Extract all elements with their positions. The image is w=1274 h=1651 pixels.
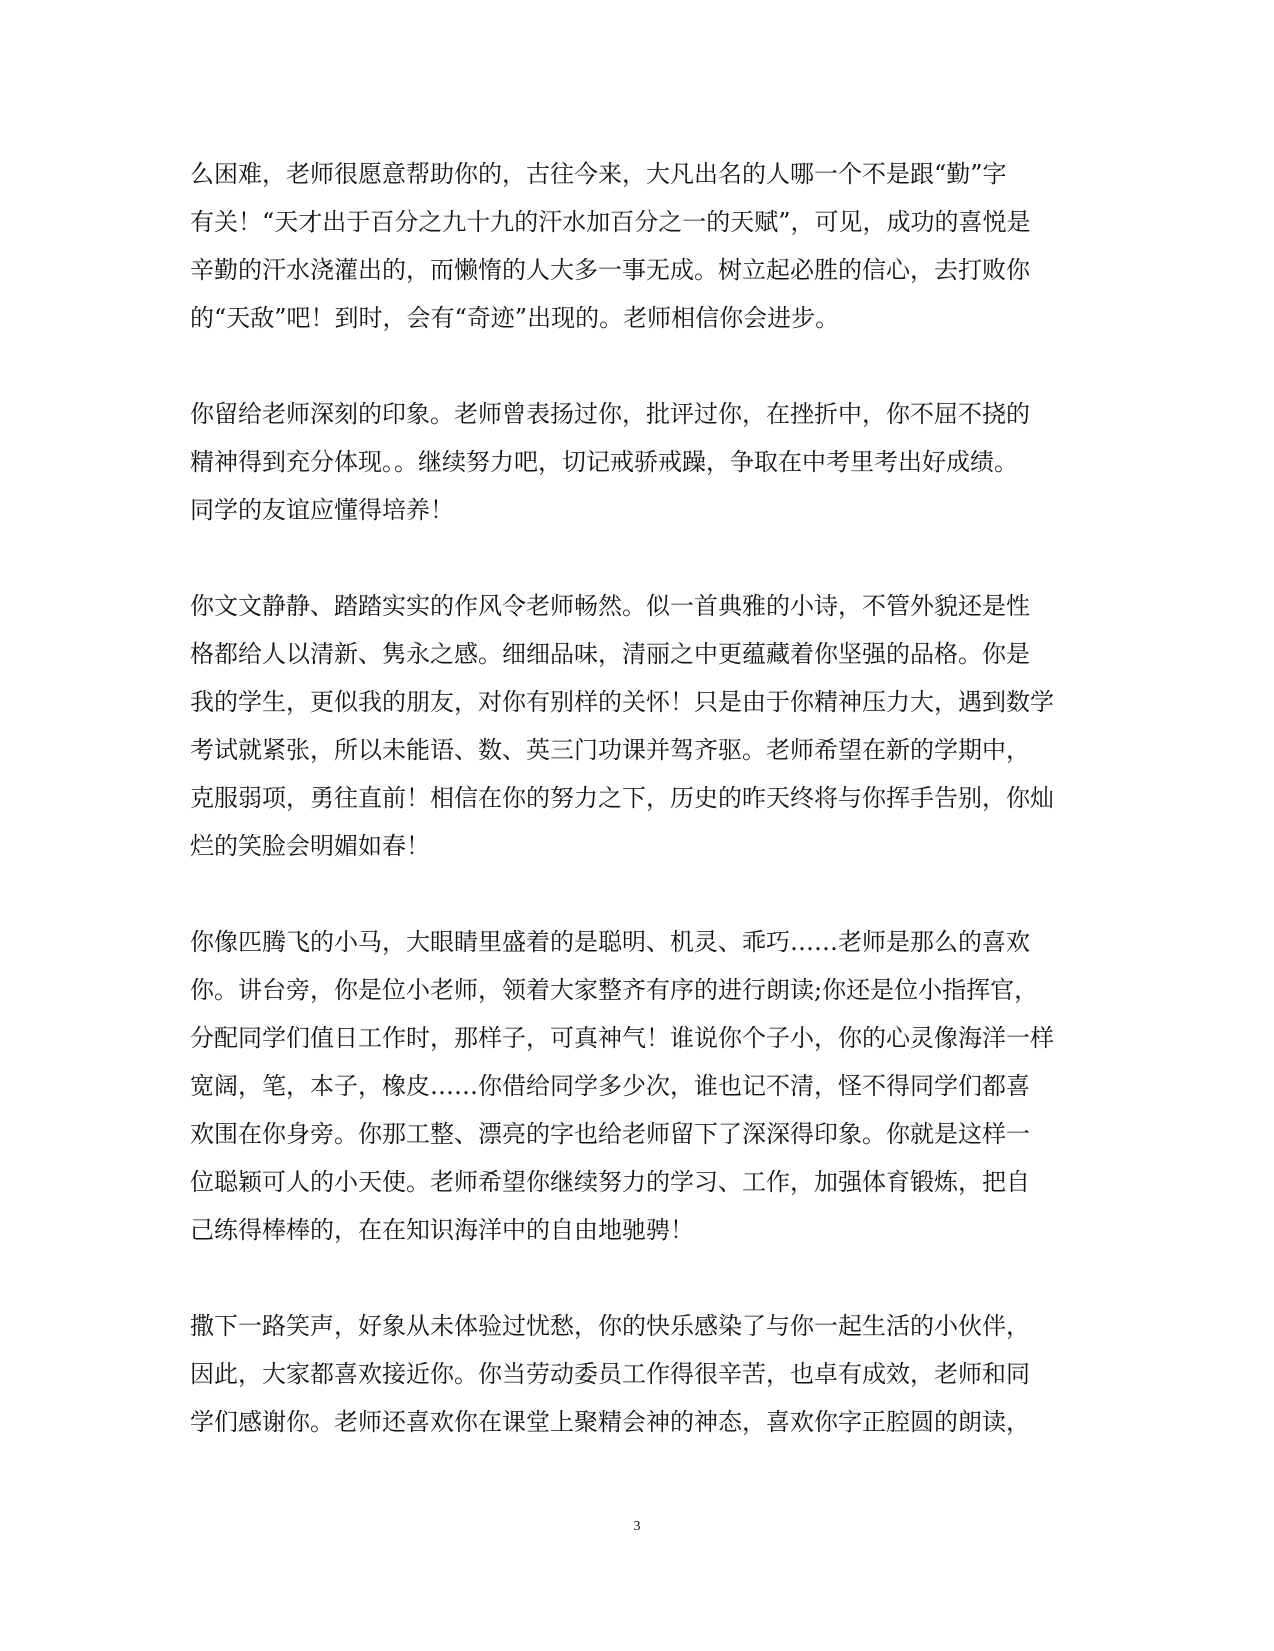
paragraph-2 [190,390,1070,534]
paragraph-1 [190,150,1070,342]
text-line: 分配同学们值日工作时，那样子，可真神气！谁说你个子小，你的心灵像海洋一样 [190,1024,1054,1052]
text-line: 克服弱项，勇往直前！相信在你的努力之下，历史的昨天终将与你挥手告别，你灿 [190,784,1054,812]
paragraph-4 [190,918,1070,1254]
text-line: 考试就紧张，所以未能语、数、英三门功课并驾齐驱。老师希望在新的学期中， [190,736,1030,764]
text-line: 学们感谢你。老师还喜欢你在课堂上聚精会神的神态，喜欢你字正腔圆的朗读， [190,1408,1030,1436]
paragraph-3 [190,582,1070,870]
text-line: 撒下一路笑声，好象从未体验过忧愁，你的快乐感染了与你一起生活的小伙伴， [190,1312,1030,1340]
text-line: 我的学生，更似我的朋友，对你有别样的关怀！只是由于你精神压力大，遇到数学 [190,688,1054,716]
page-number: 3 [633,1519,641,1534]
paragraph-5 [190,1302,1070,1446]
text-line: 辛勤的汗水浇灌出的，而懒惰的人大多一事无成。树立起必胜的信心，去打败你 [190,256,1030,284]
text-line: 因此，大家都喜欢接近你。你当劳动委员工作得很辛苦，也卓有成效，老师和同 [190,1360,1030,1388]
text-line: 格都给人以清新、隽永之感。细细品味，清丽之中更蕴藏着你坚强的品格。你是 [190,640,1030,668]
text-line: 同学的友谊应懂得培养！ [190,496,454,524]
text-line: 有关！“天才出于百分之九十九的汗水加百分之一的天赋”，可见，成功的喜悦是 [190,208,1031,236]
text-line: 己练得棒棒的，在在知识海洋中的自由地驰骋！ [190,1216,694,1244]
text-line: 烂的笑脸会明媚如春！ [190,832,430,860]
text-line: 你像匹腾飞的小马，大眼睛里盛着的是聪明、机灵、乖巧……老师是那么的喜欢 [190,928,1030,956]
text-line: 宽阔，笔，本子，橡皮……你借给同学多少次，谁也记不清，怪不得同学们都喜 [190,1072,1030,1100]
text-line: 的“天敌”吧！到时，会有“奇迹”出现的。老师相信你会进步。 [190,304,840,332]
text-line: 你文文静静、踏踏实实的作风令老师畅然。似一首典雅的小诗，不管外貌还是性 [190,592,1030,620]
text-line: 么困难，老师很愿意帮助你的，古往今来，大凡出名的人哪一个不是跟“勤”字 [190,160,1007,188]
document-body [190,150,1070,1494]
text-line: 位聪颖可人的小天使。老师希望你继续努力的学习、工作，加强体育锻炼，把自 [190,1168,1030,1196]
text-line: 精神得到充分体现。。继续努力吧，切记戒骄戒躁，争取在中考里考出好成绩。 [190,448,1018,476]
text-line: 你。讲台旁，你是位小老师，领着大家整齐有序的进行朗读;你还是位小指挥官， [190,976,1039,1004]
text-line: 欢围在你身旁。你那工整、漂亮的字也给老师留下了深深得印象。你就是这样一 [190,1120,1030,1148]
text-line: 你留给老师深刻的印象。老师曾表扬过你，批评过你，在挫折中，你不屈不挠的 [190,400,1030,428]
